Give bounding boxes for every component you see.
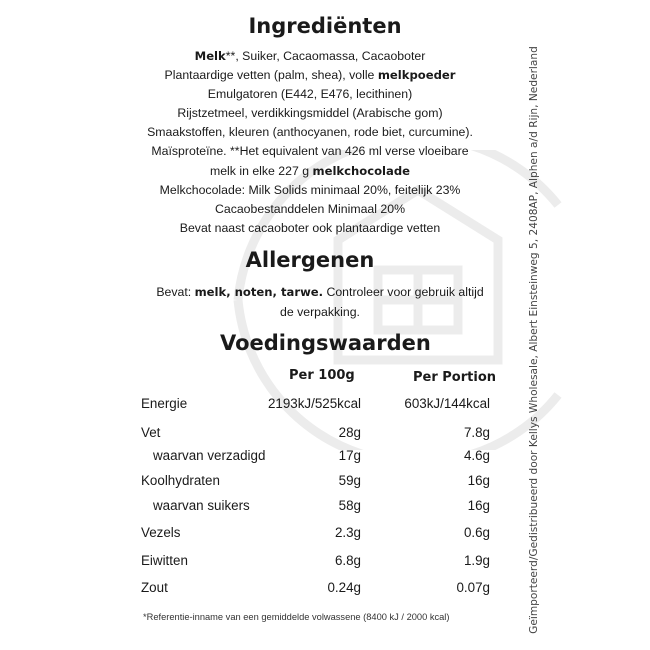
value-per-100g: 17g	[338, 448, 361, 463]
allergens-bold: melk, noten, tarwe.	[194, 285, 324, 299]
ingredient-bold-text: melkpoeder	[377, 68, 456, 83]
nutrition-row	[0, 580, 650, 600]
value-per-portion: 16g	[467, 498, 490, 513]
allergens-prefix: Bevat:	[156, 285, 195, 299]
nutrition-row	[0, 553, 650, 573]
nutrition-row	[0, 448, 650, 468]
value-per-portion: 16g	[467, 473, 490, 488]
nutrition-row	[0, 498, 650, 518]
ingredients-title: Ingrediënten	[248, 14, 402, 38]
ingredient-text: Rijstzetmeel, verdikkingsmiddel (Arabische gom)	[177, 106, 443, 121]
ingredients-list	[0, 47, 620, 238]
value-per-portion: 4.6g	[463, 448, 490, 463]
ingredient-text: Bevat naast cacaoboter ook plantaardige vetten	[179, 220, 441, 235]
nutrient-label: waarvan verzadigd	[153, 448, 266, 463]
value-per-100g: 6.8g	[334, 553, 361, 568]
ingredient-bold-text: melkchocolade	[312, 163, 411, 178]
nutrition-row	[0, 396, 650, 416]
ingredient-line	[0, 219, 620, 238]
importer-info-text: Geïmporteerd/Gedistribueerd door Kellys Wholesale, Albert Einsteinweg 5, 2408AP, Alphen a/d Rijn, Nederland	[528, 46, 540, 634]
ingredient-line	[0, 85, 620, 104]
ingredient-line	[0, 200, 620, 219]
nutrition-title: Voedingswaarden	[220, 331, 431, 355]
ingredient-text: Plantaardige vetten (palm, shea), volle	[164, 68, 378, 83]
column-header-per-100g: Per 100g	[289, 368, 355, 383]
value-per-100g: 28g	[338, 425, 361, 440]
nutrient-label: waarvan suikers	[153, 498, 250, 513]
value-per-portion: 1.9g	[463, 553, 490, 568]
value-per-100g: 0.24g	[327, 580, 361, 595]
ingredient-text: **, Suiker, Cacaomassa, Cacaoboter	[225, 49, 426, 63]
ingredient-text: Smaakstoffen, kleuren (anthocyanen, rode biet, curcumine).	[147, 125, 473, 140]
value-per-100g: 58g	[338, 498, 361, 513]
nutrient-label: Vet	[141, 425, 161, 440]
value-per-100g: 2193kJ/525kcal	[267, 396, 361, 411]
ingredient-text: Melkchocolade: Milk Solids minimaal 20%, feitelijk 23%	[159, 182, 461, 197]
ingredient-text: Cacaobestanddelen Minimaal 20%	[214, 201, 406, 216]
ingredient-line	[0, 162, 620, 181]
nutrient-label: Eiwitten	[141, 553, 188, 568]
nutrient-label: Koolhydraten	[141, 473, 220, 488]
ingredient-text: melk in elke 227 g	[209, 163, 313, 178]
nutrition-row	[0, 525, 650, 545]
nutrition-row	[0, 473, 650, 493]
ingredient-line	[0, 47, 620, 66]
value-per-100g: 2.3g	[334, 525, 361, 540]
nutrient-label: Vezels	[141, 525, 181, 540]
nutrient-label: Energie	[141, 396, 188, 411]
allergens-text	[150, 283, 490, 322]
column-header-per-portion: Per Portion	[413, 370, 497, 385]
nutrient-label: Zout	[141, 580, 168, 595]
ingredient-line	[0, 123, 620, 142]
value-per-100g: 59g	[338, 473, 361, 488]
value-per-portion: 0.6g	[463, 525, 490, 540]
ingredient-line	[0, 104, 620, 123]
allergens-title: Allergenen	[245, 248, 375, 272]
ingredient-bold-text: Melk	[194, 49, 226, 63]
ingredient-line	[0, 181, 620, 200]
ingredient-line	[0, 66, 620, 85]
ingredient-line	[0, 142, 620, 161]
value-per-portion: 603kJ/144kcal	[404, 396, 490, 411]
nutrition-row	[0, 425, 650, 445]
footnote: *Referentie-inname van een gemiddelde volwassene (8400 kJ / 2000 kcal)	[143, 612, 450, 622]
value-per-portion: 7.8g	[463, 425, 490, 440]
ingredient-text: Emulgatoren (E442, E476, lecithinen)	[207, 87, 413, 102]
ingredient-text: Maïsproteïne. **Het equivalent van 426 ml verse vloeibare	[151, 144, 469, 159]
allergens-suffix: Controleer voor gebruik altijd de verpakking.	[280, 285, 484, 319]
value-per-portion: 0.07g	[456, 580, 490, 595]
